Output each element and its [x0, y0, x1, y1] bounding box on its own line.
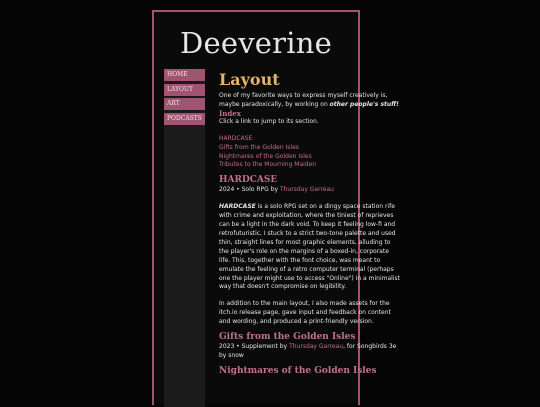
index-link-hardcase[interactable]: HARDCASE: [219, 134, 253, 142]
nav-item-art[interactable]: ART: [164, 98, 205, 110]
index-list: [219, 135, 401, 171]
meta-prefix: 2023 • Supplement by: [219, 343, 290, 351]
page-heading: Layout: [219, 70, 280, 89]
main-content: [219, 70, 401, 377]
section-hardcase: [219, 175, 401, 327]
index-link-tributes[interactable]: Tributes to the Mourning Maiden: [219, 161, 317, 169]
site-title: Deeverine: [180, 26, 332, 60]
nav-item-layout[interactable]: LAYOUT: [164, 84, 205, 96]
meta-prefix: 2024 • Solo RPG by: [219, 186, 280, 194]
section-title: Nightmares of the Golden Isles: [219, 365, 377, 376]
section-body-2: In addition to the main layout, I also made assets for the itch.io release page, gave input and feedback on content and wording, and produced a print-friendly version.: [219, 300, 391, 326]
meta-suffix: , for Songbirds 3e by snow: [219, 343, 397, 359]
nav-item-home[interactable]: HOME: [164, 69, 205, 81]
author-link[interactable]: Thursday Garreau: [279, 186, 334, 194]
intro-emphasis: other people's stuff!: [329, 100, 399, 108]
nav-item-podcasts[interactable]: PODCASTS: [164, 113, 205, 125]
intro-text-before: One of my favorite ways to express myself creatively is, maybe paradoxically, by working on: [219, 92, 388, 108]
section-body: [219, 203, 401, 292]
section-meta: [219, 186, 401, 195]
page-frame: [152, 10, 400, 405]
section-meta: [219, 343, 401, 361]
intro-text: [219, 92, 401, 110]
body-text: is a solo RPG set on a dingy space station rife with crime and exploitation, where the tiniest of reprieves can be a light in the dark void. To keep it feeling low-fi and retrofuturistic, I stuck to a strict two-tone palette and used thin, straight lines for most graphic elements, alluding to the player's role on the margins of a boxed-in, corporate life. This, together with the font choice, was meant to emulate the feeling of a retro computer terminal (perhaps one the player might use to access "Online") in a minimalist way that doesn't compromise on legibility.: [219, 203, 400, 291]
section-title: HARDCASE: [219, 175, 278, 186]
section-gifts: [219, 332, 401, 361]
section-nightmares: [219, 366, 401, 377]
index-hint: Click a link to jump to its section.: [219, 117, 319, 125]
index-link-nightmares[interactable]: Nightmares of the Golden Isles: [219, 152, 312, 160]
body-emphasis: HARDCASE: [219, 203, 256, 211]
index-heading: Index: [219, 108, 241, 118]
author-link[interactable]: Thursday Garreau: [289, 343, 344, 351]
index-link-gifts[interactable]: Gifts from the Golden Isles: [219, 143, 299, 151]
sidebar-nav: [164, 69, 205, 407]
section-title: Gifts from the Golden Isles: [219, 332, 356, 343]
